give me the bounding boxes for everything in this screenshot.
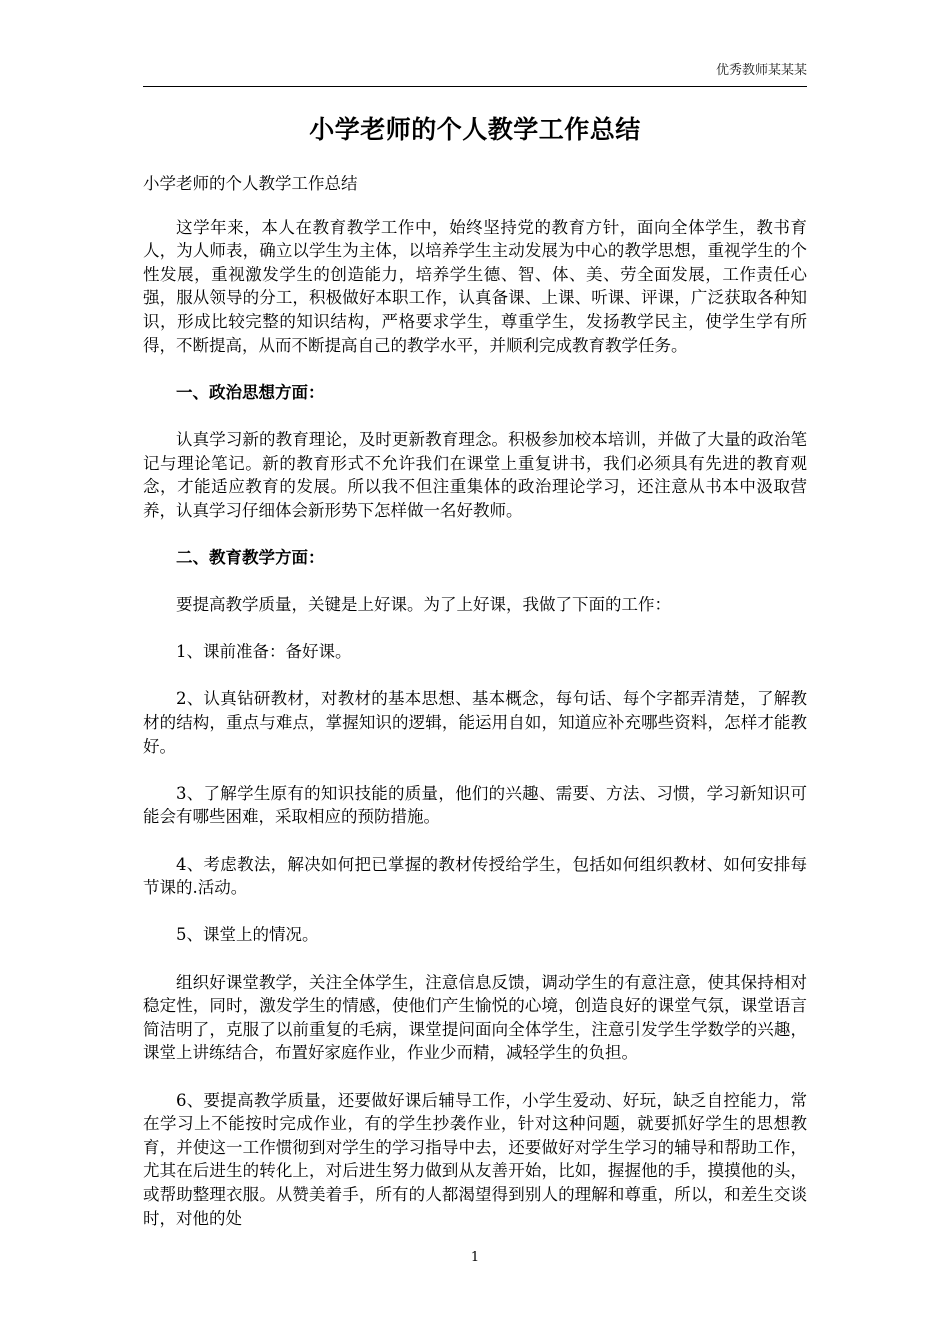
list-item: 1、课前准备：备好课。 [176, 642, 352, 662]
document-title: 小学老师的个人教学工作总结 [309, 115, 641, 144]
section-heading-teaching: 二、教育教学方面： [176, 547, 325, 567]
document-body [143, 172, 807, 1254]
document-subtitle: 小学老师的个人教学工作总结 [143, 174, 358, 193]
body-paragraph: 要提高教学质量，关键是上好课。为了上好课，我做了下面的工作： [176, 595, 671, 615]
list-item: 3、了解学生原有的知识技能的质量，他们的兴趣、需要、方法、习惯，学习新知识可能会有哪些困难，采取相应的预防措施。 [143, 783, 807, 827]
body-paragraph: 这学年来，本人在教育教学工作中，始终坚持党的教育方针，面向全体学生，教书育人，为人师表，确立以学生为主体，以培养学生主动发展为中心的教学思想，重视学生的个性发展，重视激发学生的创造能力，培养学生德、智、体、美、劳全面发展，工作责任心强，服从领导的分工，积极做好本职工作，认真备课、上课、听课、评课，广泛获取各种知识，形成比较完整的知识结构，严格要求学生，尊重学生，发扬教学民主，使学生学有所得，不断提高，从而不断提高自己的教学水平，并顺利完成教育教学任务。 [143, 217, 807, 355]
section-heading-political: 一、政治思想方面： [176, 382, 325, 402]
list-item: 4、考虑教法，解决如何把已掌握的教材传授给学生，包括如何组织教材、如何安排每节课的.活动。 [143, 854, 807, 898]
list-item: 6、要提高教学质量，还要做好课后辅导工作，小学生爱动、好玩，缺乏自控能力，常在学习上不能按时完成作业，有的学生抄袭作业，针对这种问题，就要抓好学生的思想教育，并使这一工作惯彻到对学生的学习指导中去，还要做好对学生学习的辅导和帮助工作，尤其在后进生的转化上，对后进生努力做到从友善开始，比如，握握他的手，摸摸他的头，或帮助整理衣服。从赞美着手，所有的人都渴望得到别人的理解和尊重，所以，和差生交谈时，对他的处 [143, 1090, 807, 1228]
page-header [143, 58, 807, 87]
list-item: 5、课堂上的情况。 [176, 925, 319, 945]
page-number: 1 [470, 1250, 480, 1265]
header-author: 优秀教师某某某 [715, 63, 807, 78]
body-paragraph: 认真学习新的教育理论，及时更新教育理念。积极参加校本培训，并做了大量的政治笔记与理论笔记。新的教育形式不允许我们在课堂上重复讲书，我们必须具有先进的教育观念，才能适应教育的发展。所以我不但注重集体的政治理论学习，还注意从书本中汲取营养，认真学习仔细体会新形势下怎样做一名好教师。 [143, 429, 807, 520]
list-item: 2、认真钻研教材，对教材的基本思想、基本概念，每句话、每个字都弄清楚，了解教材的结构，重点与难点，掌握知识的逻辑，能运用自如，知道应补充哪些资料，怎样才能教好。 [143, 689, 807, 756]
body-paragraph: 组织好课堂教学，关注全体学生，注意信息反馈，调动学生的有意注意，使其保持相对稳定性，同时，激发学生的情感，使他们产生愉悦的心境，创造良好的课堂气氛，课堂语言简洁明了，克服了以前重复的毛病，课堂提问面向全体学生，注意引发学生学数学的兴趣，课堂上讲练结合，布置好家庭作业，作业少而精，减轻学生的负担。 [143, 972, 807, 1063]
